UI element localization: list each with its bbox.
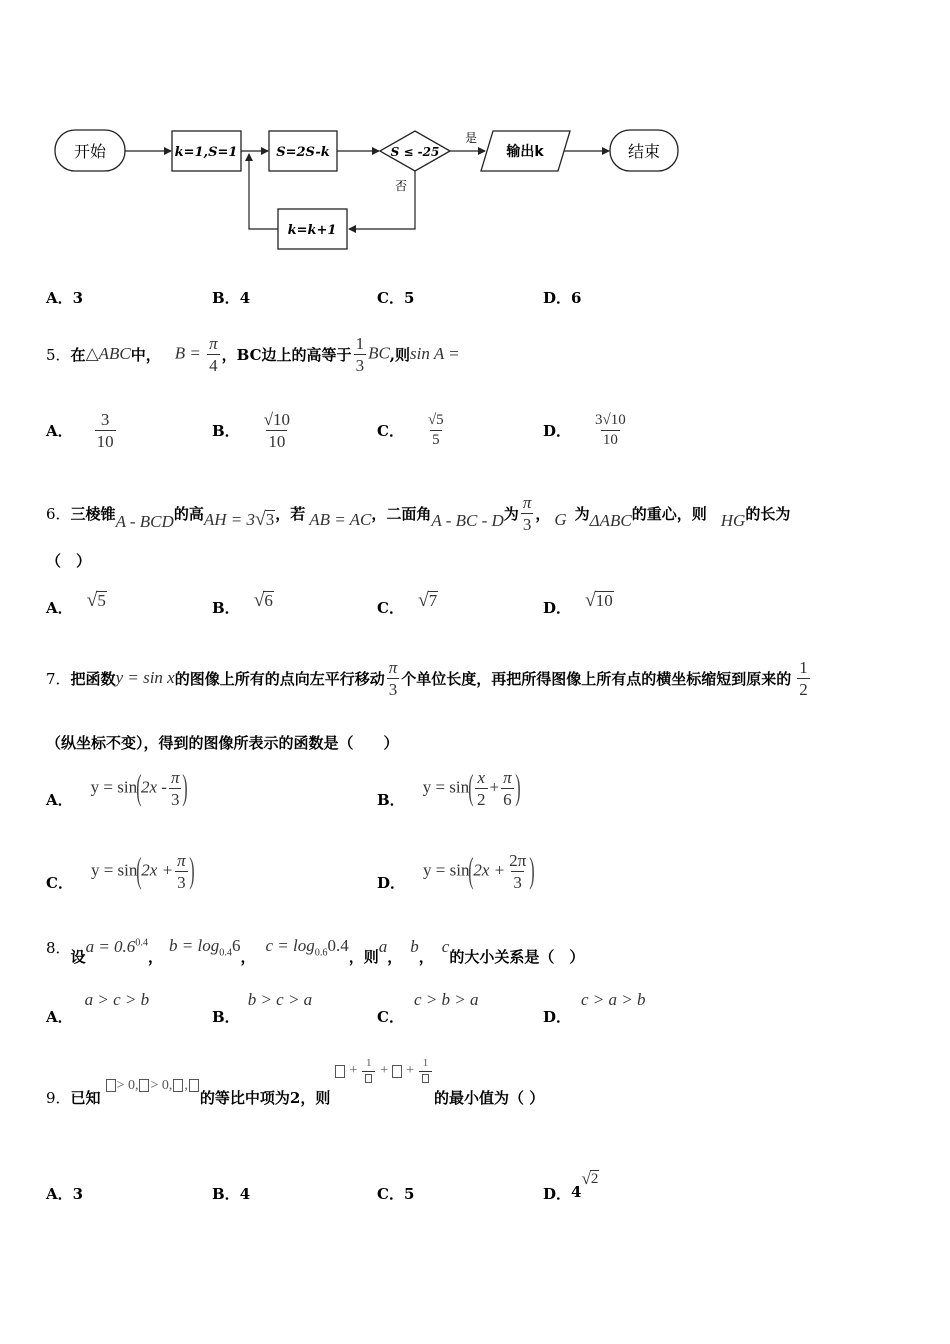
q8-var-a: a — [378, 937, 388, 956]
q5-text: 中， — [130, 345, 161, 364]
q4-option-d: D．6 — [543, 289, 582, 307]
q6-hg: HG — [720, 511, 746, 530]
q7-text: 个单位长度，再把所得图像上所有点的横坐标缩短到原来的 — [401, 669, 792, 688]
question-5 — [46, 322, 460, 386]
q7-option-b: B． y = sin( $\frac{x}{2}$ + $\frac{\pi}{6}$ ) — [377, 767, 521, 809]
q5-number: 5． — [46, 345, 71, 364]
q6-paren: （ ） — [46, 552, 92, 570]
q8-var-b: b — [410, 937, 419, 956]
q4-option-c: C．5 — [377, 289, 415, 307]
q7-text: 把函数 — [70, 669, 116, 688]
q8-expr-b: $b = \log_{0.4}6$ — [169, 935, 241, 959]
question-7 — [46, 645, 812, 711]
q9-option-b: B．4 — [212, 1185, 251, 1203]
flow-end-label: 结束 — [627, 142, 661, 161]
q7-pi-over-3: $\frac{\pi}{3}$ — [388, 657, 398, 699]
q6-height-ah: AH = 3 √ 3 — [203, 509, 275, 530]
q4-option-b: B．4 — [212, 289, 251, 307]
q8-number: 8． — [46, 938, 71, 957]
flow-increment-label: k=k+1 — [287, 223, 337, 238]
q8-option-d: D． c > a > b — [543, 990, 646, 1026]
q9-option-a: A．3 — [46, 1185, 84, 1203]
q6-triangle: ΔABC — [589, 511, 632, 530]
q8-expr-a: $a = 0.6^{0.4}$ — [85, 937, 149, 956]
q9-text: 的等比中项为2，则 — [199, 1088, 331, 1107]
q5-option-a: A． $\frac{3}{10}$ — [46, 409, 114, 451]
q5-sin-a: sin A = — [410, 344, 460, 363]
q8-var-c: c — [441, 937, 450, 956]
q6-ab-ac: AB = AC — [309, 510, 372, 529]
q6-option-d: D． √ 10 — [543, 589, 613, 617]
q7-one-half: $\frac{1}{2}$ — [799, 657, 808, 699]
q6-pi-over-3: $\frac{\pi}{3}$ — [522, 492, 532, 534]
q5-text: 在 — [70, 345, 86, 364]
q5-angle-b: B = $\frac{\pi}{4}$ — [174, 333, 218, 375]
q6-text: 为 — [574, 504, 590, 523]
question-9 — [46, 1056, 544, 1116]
q6-option-a: A． √ 5 — [46, 589, 106, 617]
q8-option-c: C． c > b > a — [377, 990, 479, 1026]
q6-text: ， — [535, 504, 551, 523]
q5-option-b: B． $\frac{√10}{10}$ — [212, 409, 291, 451]
q6-text: 三棱锥 — [70, 504, 116, 523]
q8-text: ， — [240, 947, 256, 966]
q6-text: 的高 — [173, 504, 204, 523]
q5-option-c: C． $\frac{√5}{5}$ — [377, 411, 444, 448]
q6-text: 的重心，则 — [631, 504, 707, 523]
q8-text: ， — [418, 947, 434, 966]
q5-height: $\frac{1}{3}$ BC — [355, 333, 390, 375]
q6-option-c: C． √ 7 — [377, 589, 438, 617]
q7-option-c: C． y = sin(2x + $\frac{\pi}{3}$ ) — [46, 850, 195, 892]
q9-expression: + 1 + + 1 — [334, 1058, 434, 1085]
question-8 — [46, 930, 584, 964]
q5-text: ,则 — [389, 345, 411, 364]
q6-text: 的长为 — [745, 504, 791, 523]
q8-text: 的大小关系是（ ） — [449, 947, 585, 966]
q6-option-b: B． √ 6 — [212, 589, 273, 617]
q8-text: ， — [148, 947, 164, 966]
q9-condition: > 0, > 0, , — [105, 1078, 200, 1094]
q5-text: ，BC边上的高等于 — [221, 345, 352, 364]
flow-output-label: 输出k — [506, 144, 544, 160]
q6-number: 6． — [46, 504, 71, 523]
q7-number: 7． — [46, 669, 71, 688]
flow-decision-label: S ≤ -25 — [390, 145, 440, 159]
q6-text: 为 — [503, 504, 519, 523]
q8-option-b: B． b > c > a — [212, 990, 313, 1026]
q8-text: ，则 — [348, 947, 379, 966]
flow-start-label: 开始 — [73, 142, 107, 161]
q7-text-line2: （纵坐标不变），得到的图像所表示的函数是（ ） — [46, 734, 399, 752]
flowchart — [0, 0, 950, 270]
q4-option-a: A．3 — [46, 289, 84, 307]
q6-text: ，若 — [275, 504, 306, 523]
q9-number: 9． — [46, 1088, 71, 1107]
q6-dihedral: A - BC - D — [431, 511, 504, 530]
q8-text: 设 — [70, 947, 86, 966]
q7-option-a: A． y = sin(2x - $\frac{\pi}{3}$ ) — [46, 767, 189, 809]
flow-no-label: 否 — [394, 179, 408, 193]
q7-text: 的图像上所有的点向左平行移动 — [174, 669, 385, 688]
question-6 — [46, 488, 790, 538]
q8-expr-c: $c = \log_{0.6}0.4$ — [265, 935, 349, 959]
q7-function: y = sin x — [115, 668, 175, 687]
q8-option-a: A． a > c > b — [46, 990, 150, 1026]
q9-text: 已知 — [70, 1088, 101, 1107]
q7-option-d: D． y = sin(2x + $\frac{2\pi}{3}$ ) — [377, 850, 535, 892]
q9-text: 的最小值为（ ） — [434, 1088, 545, 1107]
flow-yes-label: 是 — [464, 131, 478, 145]
flow-init-label: k=1,S=1 — [174, 145, 238, 160]
q9-option-c: C．5 — [377, 1185, 415, 1203]
q8-text: ， — [387, 947, 403, 966]
flow-update-label: S=2S-k — [276, 145, 330, 160]
q6-g: G — [554, 510, 567, 529]
q5-option-d: D． $\frac{3√10}{10}$ — [543, 411, 626, 448]
q6-tetrahedron: A - BCD — [115, 512, 174, 531]
q5-triangle: △ABC — [85, 344, 131, 363]
q6-text: ，二面角 — [371, 504, 432, 523]
q9-option-d: D． 4 √ 2 — [543, 1169, 599, 1203]
